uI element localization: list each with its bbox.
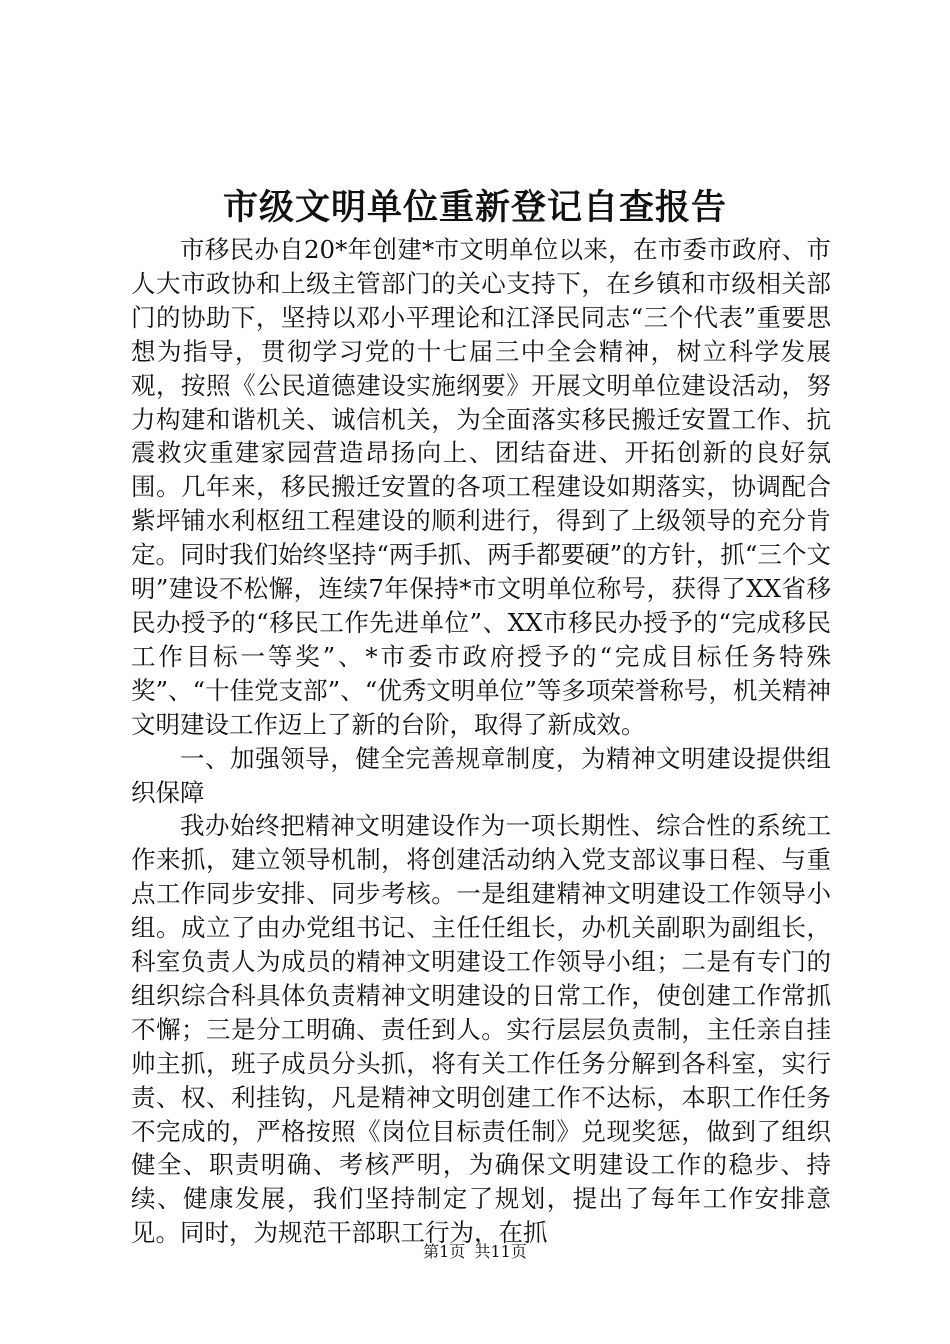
page-footer	[0, 1241, 950, 1263]
document-title: 市级文明单位重新登记自查报告	[222, 187, 727, 228]
document-body	[131, 233, 831, 1250]
intro-paragraph: 市移民办自20*年创建*市文明单位以来，在市委市政府、市人大市政协和上级主管部门的关心支持下，在乡镇和市级相关部门的协助下，坚持以邓小平理论和江泽民同志“三个代表”重要思想为指导，贯彻学习党的十七届三中全会精神，树立科学发展观，按照《公民道德建设实施纲要》开展文明单位建设活动，努力构建和谐机关、诚信机关，为全面落实移民搬迁安置工作、抗震救灾重建家园营造昂扬向上、团结奋进、开拓创新的良好氛围。几年来，移民搬迁安置的各项工程建设如期落实，协调配合紫坪铺水利枢纽工程建设的顺利进行，得到了上级领导的充分肯定。同时我们始终坚持“两手抓、两手都要硬”的方针，抓“三个文明”建设不松懈，连续7年保持*市文明单位称号，获得了XX省移民办授予的“移民工作先进单位”、XX市移民办授予的“完成移民工作目标一等奖”、*市委市政府授予的“完成目标任务特殊奖”、“十佳党支部”、“优秀文明单位”等多项荣誉称号，机关精神文明建设工作迈上了新的台阶，取得了新成效。	[131, 235, 831, 739]
page-total: 共11页	[474, 1242, 527, 1261]
section-heading: 一、加强领导，健全完善规章制度，为精神文明建设提供组织保障	[131, 743, 831, 807]
page-number: 第1页	[423, 1242, 466, 1261]
section-paragraph: 我办始终把精神文明建设作为一项长期性、综合性的系统工作来抓，建立领导机制，将创建活动纳入党支部议事日程、与重点工作同步安排、同步考核。一是组建精神文明建设工作领导小组。成立了由办党组书记、主任任组长，办机关副职为副组长，科室负责人为成员的精神文明建设工作领导小组；二是有专门的组织综合科具体负责精神文明建设的日常工作，使创建工作常抓不懈；三是分工明确、责任到人。实行层层负责制，主任亲自挂帅主抓，班子成员分头抓，将有关工作任务分解到各科室，实行责、权、利挂钩，凡是精神文明创建工作不达标，本职工作任务不完成的，严格按照《岗位目标责任制》兑现奖惩，做到了组织健全、职责明确、考核严明，为确保文明建设工作的稳步、持续、健康发展，我们坚持制定了规划，提出了每年工作安排意见。同时，为规范干部职工行为，在抓	[131, 811, 831, 1248]
